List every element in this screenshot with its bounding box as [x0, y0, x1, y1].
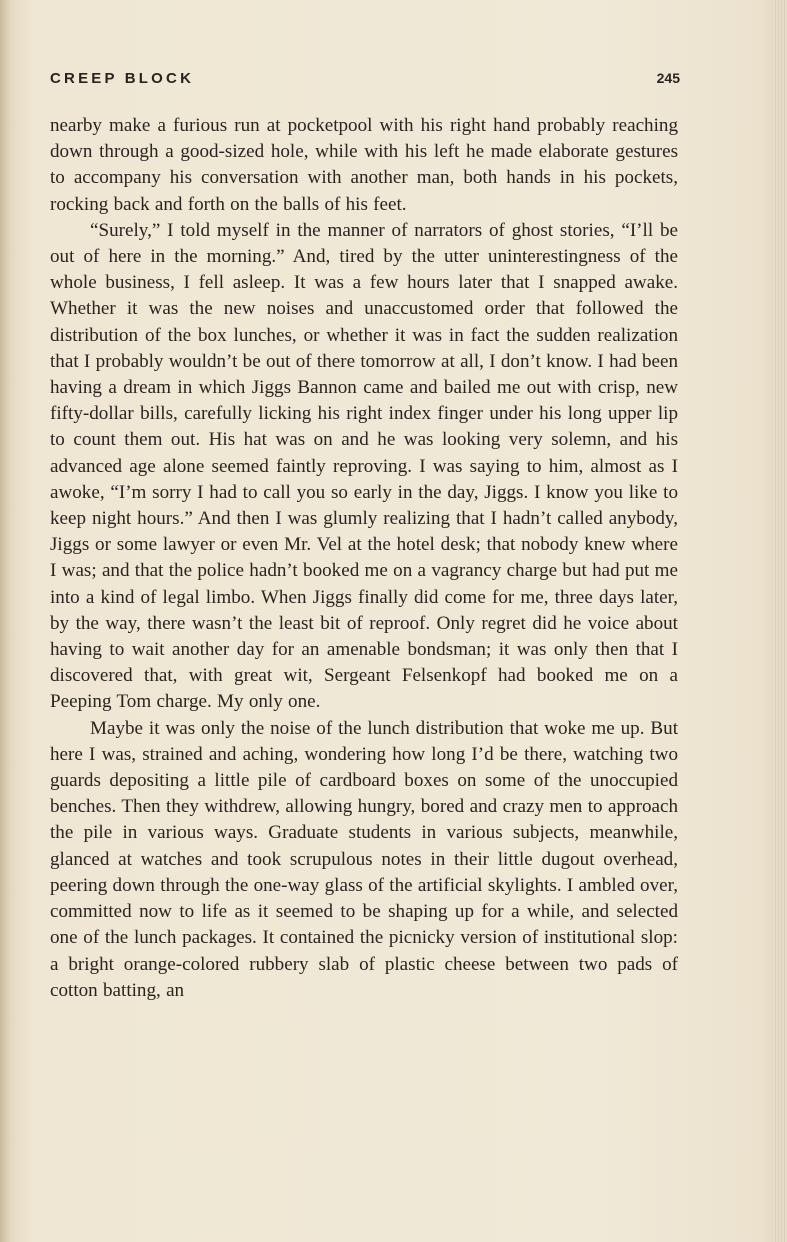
page-edge-stack — [773, 0, 787, 1242]
running-head — [50, 70, 680, 92]
paragraph-2: “Surely,” I told myself in the manner of narrators of ghost stories, “I’ll be out of here in the morning.” And, tired by the utter uninterestingness of the whole business, I fell asleep. It was a few hours later that I snapped awake. Whether it was the new noises and unaccustomed order that followed the distribution of the box lunches, or whether it was in fact the sudden realization that I probably wouldn’t be out of there tomorrow at all, I don’t know. I had been having a dream in which Jiggs Bannon came and bailed me out with crisp, new fifty-dollar bills, carefully licking his right index finger under his long upper lip to count them out. His hat was on and he was looking very solemn, and his advanced age alone seemed faintly reproving. I was saying to him, almost as I awoke, “I’m sorry I had to call you so early in the day, Jiggs. I know you like to keep night hours.” And then I was glumly realizing that I hadn’t called anybody, Jiggs or some lawyer or even Mr. Vel at the hotel desk; that nobody knew where I was; and that the police hadn’t booked me on a vagrancy charge but had put me into a kind of legal limbo. When Jiggs finally did come for me, three days later, by the way, there wasn’t the least bit of reproof. Only regret did he voice about having to wait another day for an amenable bondsman; it was only then that I discovered that, with great wit, Sergeant Felsenkopf had booked me on a Peeping Tom charge. My only one. — [50, 219, 678, 713]
page-number: 245 — [656, 70, 680, 86]
running-title: CREEP BLOCK — [50, 70, 195, 87]
page-gutter-shadow — [0, 0, 10, 1242]
paragraph-1: nearby make a furious run at pocketpool with his right hand probably reaching down through a good-sized hole, while with his left he made elaborate gestures to accompany his conversation with another man, both hands in his pockets, rocking back and forth on the balls of his feet. — [50, 115, 678, 215]
paragraph-3: Maybe it was only the noise of the lunch distribution that woke me up. But here I was, strained and aching, wondering how long I’d be there, watching two guards depositing a little pile of cardboard boxes on some of the unoccupied benches. Then they withdrew, allowing hungry, bored and crazy men to approach the pile in various ways. Graduate students in various subjects, meanwhile, glanced at watches and took scrupulous notes in their little dugout overhead, peering down through the one-way glass of the artificial skylights. I ambled over, committed now to life as it seemed to be shaping up for a while, and selected one of the lunch packages. It contained the picnicky version of institutional slop: a bright orange-colored rubbery slab of plastic cheese between two pads of cotton batting, an — [50, 717, 678, 1001]
body-text — [50, 113, 678, 1004]
